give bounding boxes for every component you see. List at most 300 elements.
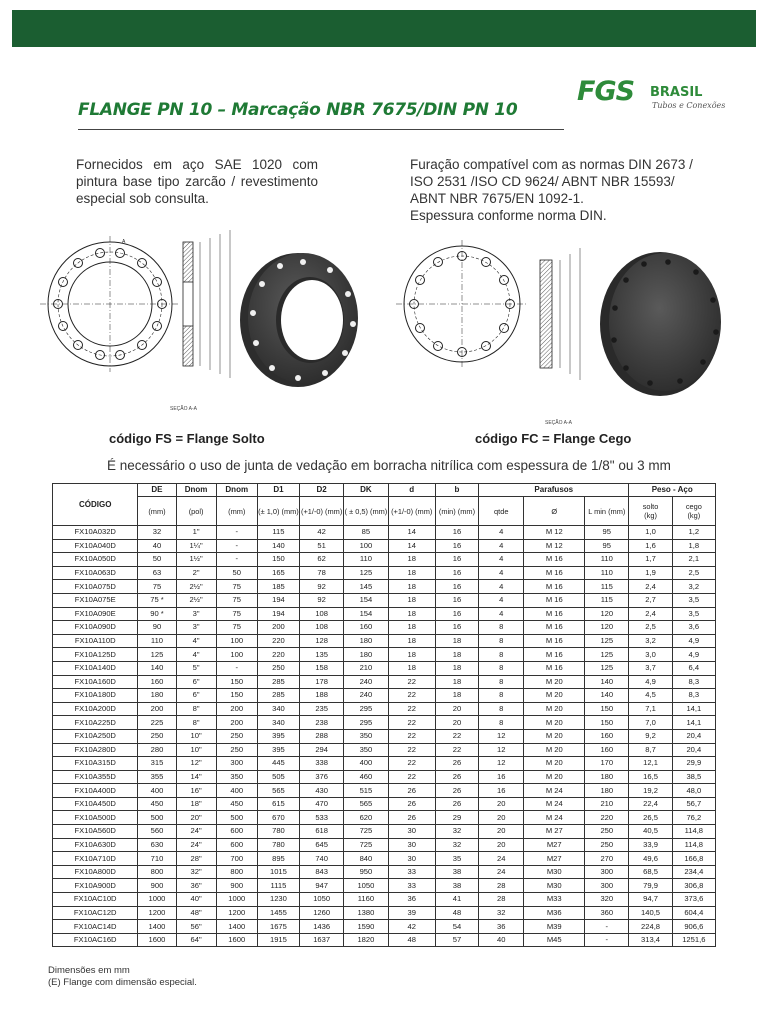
table-row [53,933,716,947]
cell-b: 18 [435,675,478,689]
cell-codigo: FX10A200D [53,702,138,716]
cell-d1: 395 [257,743,299,757]
cell-diam: M39 [524,920,585,934]
table-row [53,661,716,675]
cell-dk: 1050 [344,879,388,893]
cell-lmin: 250 [585,825,629,839]
cell-d: 22 [388,716,435,730]
unit-diam: Ø [524,497,585,526]
cell-diam: M 12 [524,526,585,540]
cell-d: 18 [388,648,435,662]
cell-dk: 620 [344,811,388,825]
cell-dnom-pol: 1½" [176,553,216,567]
cell-b: 18 [435,661,478,675]
cell-diam: M 16 [524,580,585,594]
table-row [53,621,716,635]
cell-d2: 294 [300,743,344,757]
cell-dnom-pol: 10" [176,729,216,743]
cell-d1: 150 [257,553,299,567]
cell-d: 18 [388,621,435,635]
col-header-de: DE [138,484,176,497]
cell-dnom-mm: - [216,526,257,540]
unit-cego [672,497,715,526]
cell-b: 16 [435,580,478,594]
table-row [53,607,716,621]
cell-d: 22 [388,675,435,689]
cell-de: 225 [138,716,176,730]
cell-peso-solto: 3,7 [629,661,672,675]
cell-d1: 670 [257,811,299,825]
cell-de: 1000 [138,893,176,907]
cell-d2: 108 [300,621,344,635]
cell-dnom-pol: 5" [176,661,216,675]
cell-d2: 618 [300,825,344,839]
cell-d2: 178 [300,675,344,689]
cell-peso-solto: 2,5 [629,621,672,635]
cell-peso-cego: 3,6 [672,621,715,635]
cell-peso-solto: 2,4 [629,580,672,594]
standards-line: Furação compatível com as normas DIN 2673 / [410,157,693,172]
cell-peso-cego: 1,8 [672,539,715,553]
cell-peso-cego: 56,7 [672,797,715,811]
cell-peso-solto: 8,7 [629,743,672,757]
top-banner [12,10,756,47]
logo-sub-text: BRASIL [650,85,703,100]
cell-de: 75 [138,580,176,594]
cell-peso-cego: 4,9 [672,648,715,662]
table-row [53,838,716,852]
cell-dk: 725 [344,825,388,839]
cell-dk: 240 [344,689,388,703]
cell-b: 16 [435,607,478,621]
cell-peso-cego: 14,1 [672,702,715,716]
cell-qtde: 4 [479,526,524,540]
cell-dnom-mm: 600 [216,825,257,839]
cell-d1: 895 [257,852,299,866]
cell-diam: M 24 [524,811,585,825]
cell-d: 18 [388,607,435,621]
col-header-parafusos: Parafusos [479,484,629,497]
cell-peso-solto: 68,5 [629,865,672,879]
cell-d2: 740 [300,852,344,866]
drilling-standards-description [410,156,720,224]
cell-diam: M30 [524,865,585,879]
col-header-d: d [388,484,435,497]
cell-b: 16 [435,566,478,580]
cell-d2: 235 [300,702,344,716]
unit-dk: ( ± 0,5) (mm) [344,497,388,526]
cell-diam: M 24 [524,784,585,798]
cell-dk: 110 [344,553,388,567]
cell-d: 22 [388,689,435,703]
cell-d: 36 [388,893,435,907]
cell-b: 20 [435,716,478,730]
cell-qtde: 8 [479,621,524,635]
cell-qtde: 24 [479,865,524,879]
unit-d1: (± 1,0) (mm) [257,497,299,526]
table-row [53,797,716,811]
cell-lmin: 180 [585,770,629,784]
cell-de: 250 [138,729,176,743]
cell-dnom-pol: 64" [176,933,216,947]
cell-qtde: 28 [479,879,524,893]
cell-d1: 140 [257,539,299,553]
cell-peso-solto: 3,2 [629,634,672,648]
section-view-caption: SEÇÃO A-A [170,406,197,412]
table-row [53,634,716,648]
cell-dk: 100 [344,539,388,553]
cell-dnom-mm: 400 [216,784,257,798]
cell-qtde: 8 [479,648,524,662]
cell-diam: M36 [524,906,585,920]
table-row [53,920,716,934]
cell-diam: M 20 [524,702,585,716]
cell-b: 18 [435,634,478,648]
flange-drawings [0,228,768,438]
table-row [53,865,716,879]
cell-qtde: 12 [479,743,524,757]
section-arrow-label: A [122,239,126,245]
cell-dnom-pol: 24" [176,825,216,839]
cell-dk: 295 [344,716,388,730]
cell-d: 18 [388,580,435,594]
cell-d2: 158 [300,661,344,675]
table-row [53,580,716,594]
cell-lmin: 125 [585,648,629,662]
cell-peso-cego: 8,3 [672,675,715,689]
cell-codigo: FX10A560D [53,825,138,839]
cell-qtde: 20 [479,797,524,811]
cell-codigo: FX10A063D [53,566,138,580]
table-row [53,702,716,716]
cell-codigo: FX10A225D [53,716,138,730]
cell-peso-solto: 2,4 [629,607,672,621]
cell-codigo: FX10A710D [53,852,138,866]
cell-dk: 565 [344,797,388,811]
footer-units-note: Dimensões em mm [48,965,130,976]
cell-qtde: 40 [479,933,524,947]
cell-dk: 145 [344,580,388,594]
cell-d1: 194 [257,593,299,607]
cell-d1: 250 [257,661,299,675]
cell-peso-cego: 38,5 [672,770,715,784]
unit-de: (mm) [138,497,176,526]
cell-peso-cego: 8,3 [672,689,715,703]
cell-peso-cego: 20,4 [672,729,715,743]
cell-dnom-mm: 75 [216,593,257,607]
cell-lmin: 300 [585,865,629,879]
page-title: FLANGE PN 10 – Marcação NBR 7675/DIN PN 10 [78,100,518,120]
cell-lmin: 95 [585,539,629,553]
cell-d: 26 [388,784,435,798]
cell-peso-cego: 20,4 [672,743,715,757]
cell-lmin: 150 [585,716,629,730]
cell-d2: 645 [300,838,344,852]
cell-lmin: 180 [585,784,629,798]
cell-d1: 200 [257,621,299,635]
cell-b: 26 [435,797,478,811]
blind-flange-front-view [396,240,528,368]
cell-dnom-pol: 10" [176,743,216,757]
cell-d1: 285 [257,675,299,689]
cell-b: 32 [435,838,478,852]
table-row [53,675,716,689]
cell-diam: M 20 [524,770,585,784]
cell-qtde: 4 [479,593,524,607]
cell-lmin: 125 [585,661,629,675]
cell-dnom-pol: 8" [176,702,216,716]
blind-flange-code-label: código FC = Flange Cego [475,431,632,446]
cell-dnom-pol: 6" [176,675,216,689]
cell-dk: 240 [344,675,388,689]
cell-de: 800 [138,865,176,879]
cell-lmin: 170 [585,757,629,771]
cell-dnom-pol: 1" [176,526,216,540]
cell-diam: M 16 [524,553,585,567]
table-row [53,648,716,662]
cell-d2: 92 [300,580,344,594]
cell-d2: 470 [300,797,344,811]
cell-d2: 338 [300,757,344,771]
cell-dnom-mm: - [216,539,257,553]
cell-peso-cego: 6,4 [672,661,715,675]
col-header-b: b [435,484,478,497]
cell-codigo: FX10A400D [53,784,138,798]
cell-qtde: 4 [479,607,524,621]
cell-dnom-mm: 100 [216,634,257,648]
table-row [53,539,716,553]
cell-diam: M 20 [524,743,585,757]
cell-diam: M 20 [524,757,585,771]
col-header-d1: D1 [257,484,299,497]
cell-de: 630 [138,838,176,852]
table-row [53,689,716,703]
cell-d: 39 [388,906,435,920]
cell-qtde: 4 [479,539,524,553]
col-header-codigo: CÓDIGO [53,484,138,526]
cell-codigo: FX10A315D [53,757,138,771]
cell-dnom-mm: 75 [216,607,257,621]
cell-dnom-mm: 1000 [216,893,257,907]
cell-de: 355 [138,770,176,784]
brand-logo [577,76,737,116]
cell-peso-solto: 1,7 [629,553,672,567]
cell-d: 18 [388,566,435,580]
cell-peso-solto: 16,5 [629,770,672,784]
table-row [53,852,716,866]
table-row [53,906,716,920]
cell-peso-cego: 373,6 [672,893,715,907]
table-row [53,716,716,730]
cell-b: 38 [435,879,478,893]
cell-peso-solto: 12,1 [629,757,672,771]
material-description: Fornecidos em aço SAE 1020 com pintura base tipo zarcão / revestimento especial sob consulta. [76,157,318,206]
cell-dk: 840 [344,852,388,866]
cell-lmin: 140 [585,675,629,689]
cell-qtde: 16 [479,784,524,798]
cell-dnom-pol: 2½" [176,580,216,594]
cell-dnom-mm: 800 [216,865,257,879]
cell-d1: 220 [257,648,299,662]
cell-de: 125 [138,648,176,662]
cell-b: 18 [435,689,478,703]
cell-codigo: FX10A032D [53,526,138,540]
cell-b: 22 [435,729,478,743]
cell-d: 18 [388,553,435,567]
cell-de: 400 [138,784,176,798]
cell-de: 1400 [138,920,176,934]
cell-diam: M 20 [524,716,585,730]
col-header-dnom-pol: Dnom [176,484,216,497]
cell-dnom-pol: 3" [176,621,216,635]
cell-qtde: 24 [479,852,524,866]
cell-qtde: 8 [479,689,524,703]
cell-d2: 1050 [300,893,344,907]
cell-d2: 135 [300,648,344,662]
peso-solto-label: solto [642,502,659,511]
cell-lmin: 220 [585,811,629,825]
unit-dnom-pol: (pol) [176,497,216,526]
cell-b: 20 [435,702,478,716]
cell-lmin: 320 [585,893,629,907]
unit-b: (min) (mm) [435,497,478,526]
cell-diam: M 16 [524,648,585,662]
cell-qtde: 20 [479,838,524,852]
cell-dk: 180 [344,634,388,648]
cell-de: 90 [138,621,176,635]
cell-d1: 115 [257,526,299,540]
cell-codigo: FX10A140D [53,661,138,675]
slip-on-flange-front-view [40,236,180,372]
cell-peso-solto: 1,0 [629,526,672,540]
cell-dnom-mm: 100 [216,648,257,662]
cell-qtde: 4 [479,566,524,580]
table-row [53,825,716,839]
cell-codigo: FX10AC10D [53,893,138,907]
cell-d: 18 [388,634,435,648]
cell-dnom-mm: 600 [216,838,257,852]
cell-d: 22 [388,743,435,757]
cell-diam: M 20 [524,689,585,703]
cell-dk: 460 [344,770,388,784]
cell-d: 14 [388,526,435,540]
cell-codigo: FX10A110D [53,634,138,648]
cell-dnom-pol: 48" [176,906,216,920]
cell-de: 315 [138,757,176,771]
cell-b: 18 [435,648,478,662]
cell-peso-solto: 19,2 [629,784,672,798]
table-row [53,770,716,784]
cell-peso-solto: 26,5 [629,811,672,825]
cell-de: 900 [138,879,176,893]
table-row [53,879,716,893]
cell-d2: 188 [300,689,344,703]
cell-d1: 1115 [257,879,299,893]
cell-d1: 1675 [257,920,299,934]
cell-d2: 533 [300,811,344,825]
cell-lmin: 270 [585,852,629,866]
cell-de: 32 [138,526,176,540]
cell-peso-cego: 14,1 [672,716,715,730]
cell-qtde: 8 [479,675,524,689]
cell-dk: 160 [344,621,388,635]
cell-b: 38 [435,865,478,879]
cell-diam: M 16 [524,607,585,621]
cell-dnom-pol: 20" [176,811,216,825]
cell-peso-solto: 7,0 [629,716,672,730]
peso-solto-unit: (kg) [644,511,657,520]
cell-peso-cego: 3,5 [672,593,715,607]
flange-spec-rows [53,526,716,947]
cell-de: 200 [138,702,176,716]
flange-spec-table [52,483,716,947]
table-row [53,893,716,907]
cell-d1: 615 [257,797,299,811]
cell-diam: M27 [524,838,585,852]
cell-dnom-pol: 2½" [176,593,216,607]
cell-de: 40 [138,539,176,553]
cell-qtde: 32 [479,906,524,920]
cell-d: 22 [388,770,435,784]
cell-lmin: 120 [585,621,629,635]
cell-d1: 220 [257,634,299,648]
cell-d: 18 [388,593,435,607]
cell-codigo: FX10A090E [53,607,138,621]
cell-dk: 154 [344,607,388,621]
cell-dnom-pol: 2" [176,566,216,580]
cell-lmin: - [585,920,629,934]
cell-dnom-mm: 700 [216,852,257,866]
section-view-caption: SEÇÃO A-A [545,420,572,426]
cell-diam: M33 [524,893,585,907]
cell-de: 160 [138,675,176,689]
cell-peso-cego: 3,5 [672,607,715,621]
cell-dnom-pol: 40" [176,893,216,907]
cell-d2: 288 [300,729,344,743]
cell-dnom-mm: 75 [216,580,257,594]
table-row [53,784,716,798]
cell-diam: M 16 [524,593,585,607]
cell-peso-solto: 7,1 [629,702,672,716]
cell-b: 35 [435,852,478,866]
cell-lmin: 125 [585,634,629,648]
cell-dnom-mm: - [216,661,257,675]
cell-diam: M 12 [524,539,585,553]
cell-d1: 194 [257,607,299,621]
cell-peso-solto: 49,6 [629,852,672,866]
cell-de: 1600 [138,933,176,947]
cell-lmin: 360 [585,906,629,920]
cell-b: 26 [435,784,478,798]
cell-dnom-pol: 6" [176,689,216,703]
cell-dnom-pol: 36" [176,879,216,893]
cell-peso-cego: 1,2 [672,526,715,540]
cell-dnom-pol: 4" [176,634,216,648]
cell-dk: 1820 [344,933,388,947]
cell-lmin: 115 [585,593,629,607]
cell-dnom-mm: 300 [216,757,257,771]
cell-d2: 843 [300,865,344,879]
cell-peso-cego: 4,9 [672,634,715,648]
cell-lmin: 140 [585,689,629,703]
cell-dnom-pol: 24" [176,838,216,852]
cell-dnom-mm: 450 [216,797,257,811]
cell-dnom-mm: 1200 [216,906,257,920]
cell-codigo: FX10A250D [53,729,138,743]
cell-d: 26 [388,811,435,825]
cell-d1: 1015 [257,865,299,879]
cell-dnom-mm: 500 [216,811,257,825]
